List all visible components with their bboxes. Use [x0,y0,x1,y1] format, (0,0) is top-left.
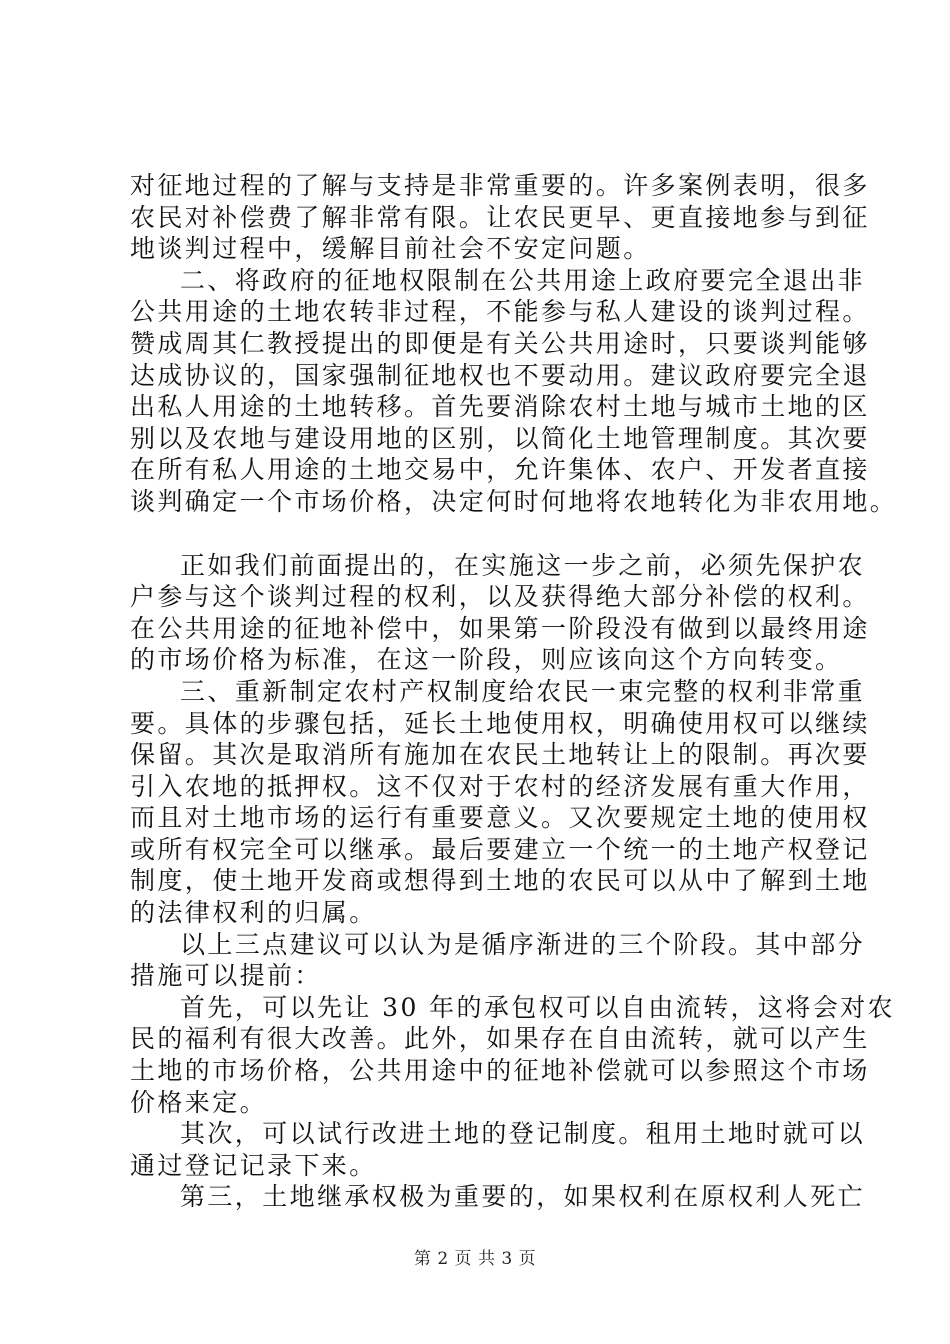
text-line: 三、重新制定农村产权制度给农民一束完整的权利非常重 [180,676,866,706]
text-line: 的市场价格为标准，在这一阶段，则应该向这个方向转变。 [130,645,843,675]
text-line: 在公共用途的征地补偿中，如果第一阶段没有做到以最终用途 [130,613,870,643]
document-body [130,170,898,1213]
paragraph [130,1181,866,1213]
text-line: 赞成周其仁教授提出的即便是有关公共用途时，只要谈判能够 [130,328,870,358]
text-line: 土地的市场价格，公共用途中的征地补偿就可以参照这个市场 [130,1056,870,1086]
paragraph [130,550,870,676]
text-line: 或所有权完全可以继承。最后要建立一个统一的土地产权登记 [130,834,870,864]
text-line: 以上三点建议可以认为是循序渐进的三个阶段。其中部分 [180,929,866,959]
text-line: 别以及农地与建设用地的区别，以简化土地管理制度。其次要 [130,423,870,453]
text-line: 而且对土地市场的运行有重要意义。又次要规定土地的使用权 [130,803,870,833]
text-line: 措施可以提前： [130,961,322,991]
text-line: 在所有私人用途的土地交易中，允许集体、农户、开发者直接 [130,455,870,485]
text-line: 正如我们前面提出的，在实施这一步之前，必须先保护农 [180,550,866,580]
text-line: 要。具体的步骤包括，延长土地使用权，明确使用权可以继续 [130,708,870,738]
text-line: 的法律权利的归属。 [130,898,377,928]
text-line: 首先，可以先让 30 年的承包权可以自由流转，这将会对农 [180,992,895,1022]
text-line: 第三，土地继承权极为重要的，如果权利在原权利人死亡 [180,1182,866,1212]
text-line: 公共用途的土地农转非过程，不能参与私人建设的谈判过程。 [130,297,870,327]
text-line: 制度，使土地开发商或想得到土地的农民可以从中了解到土地 [130,866,870,896]
text-line: 对征地过程的了解与支持是非常重要的。许多案例表明，很多 [130,171,870,200]
page-footer: 第 2 页 共 3 页 [413,1249,537,1269]
paragraph-spacer [130,518,830,550]
paragraph [130,170,870,265]
text-line: 地谈判过程中，缓解目前社会不安定问题。 [130,234,651,264]
text-line: 保留。其次是取消所有施加在农民土地转让上的限制。再次要 [130,740,870,770]
paragraph [130,992,895,1118]
text-line: 达成协议的，国家强制征地权也不要动用。建议政府要完全退 [130,360,870,390]
paragraph [130,929,866,992]
paragraph [130,265,898,518]
text-line: 价格来定。 [130,1087,268,1117]
text-line: 引入农地的抵押权。这不仅对于农村的经济发展有重大作用， [130,771,870,801]
text-line: 二、将政府的征地权限制在公共用途上政府要完全退出非 [180,265,866,295]
text-line: 其次，可以试行改进土地的登记制度。租用土地时就可以 [180,1119,866,1149]
paragraph [130,1118,866,1181]
text-line: 谈判确定一个市场价格，决定何时何地将农地转化为非农用地。 [130,486,898,516]
text-line: 通过登记记录下来。 [130,1150,377,1180]
text-line: 农民对补偿费了解非常有限。让农民更早、更直接地参与到征 [130,202,870,232]
text-line: 民的福利有很大改善。此外，如果存在自由流转，就可以产生 [130,1024,870,1054]
text-line: 出私人用途的土地转移。首先要消除农村土地与城市土地的区 [130,392,870,422]
paragraph [130,676,870,929]
text-line: 户参与这个谈判过程的权利，以及获得绝大部分补偿的权利。 [130,582,870,612]
